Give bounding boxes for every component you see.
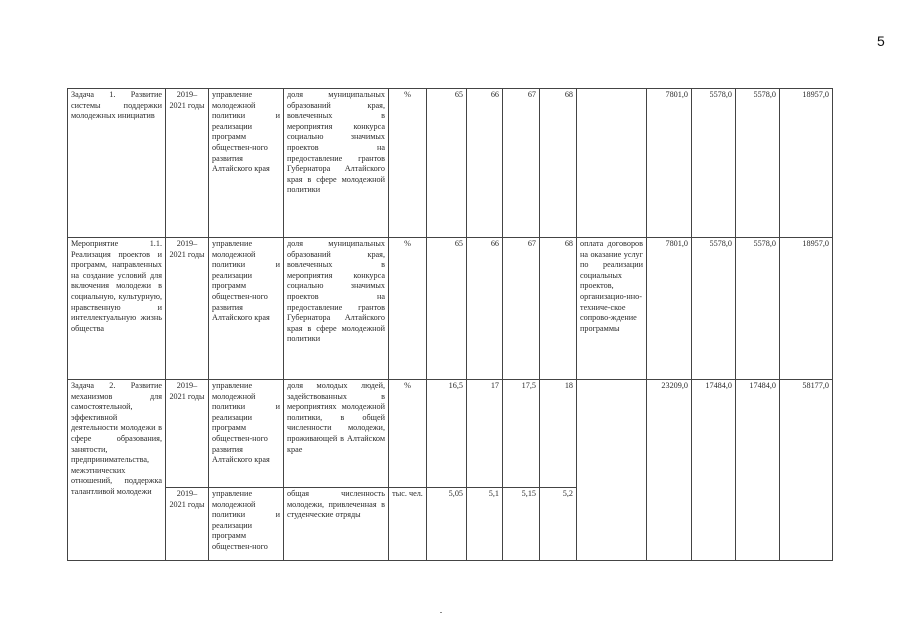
unit-cell: тыс. чел. (389, 488, 427, 561)
unit-cell: % (389, 89, 427, 238)
task-cell: Мероприятие 1.1. Реализация проектов и программ, направленных на создание условий для включения молодежи в социальную, культурную, нравственную и интеллектуальную жизнь общества (68, 238, 166, 380)
funding-cell: 5578,0 (736, 238, 780, 380)
value-cell: 5,2 (540, 488, 577, 561)
indicator-cell: доля муниципальных образований края, вовлеченных в мероприятия конкурса социально значимых проектов на предоставление грантов Губернатора Алтайского края в сфере молодежной политики (284, 238, 389, 380)
period-cell: 2019–2021 годы (166, 380, 209, 488)
value-cell: 65 (427, 89, 467, 238)
page-number: 5 (877, 33, 885, 49)
period-cell: 2019–2021 годы (166, 488, 209, 561)
value-cell: 66 (467, 238, 503, 380)
funding-cell: 5578,0 (692, 89, 736, 238)
value-cell: 18 (540, 380, 577, 488)
executor-cell: управление молодежной политики и реализации программ обществен-ного развития Алтайского края (209, 380, 284, 488)
event-cell (577, 380, 647, 561)
task-cell: Задача 1. Развитие системы поддержки молодежных инициатив (68, 89, 166, 238)
funding-cell: 7801,0 (647, 238, 692, 380)
value-cell: 5,1 (467, 488, 503, 561)
period-cell: 2019–2021 годы (166, 89, 209, 238)
indicator-cell: доля молодых людей, задействованных в мероприятиях молодежной политики, в общей численности молодежи, проживающей в Алтайском крае (284, 380, 389, 488)
funding-cell: 17484,0 (736, 380, 780, 561)
value-cell: 67 (503, 89, 540, 238)
value-cell: 17 (467, 380, 503, 488)
value-cell: 5,15 (503, 488, 540, 561)
period-cell: 2019–2021 годы (166, 238, 209, 380)
value-cell: 68 (540, 89, 577, 238)
funding-total-cell: 58177,0 (780, 380, 833, 561)
value-cell: 17,5 (503, 380, 540, 488)
indicator-cell: общая численность молодежи, привлеченная в студенческие отряды (284, 488, 389, 561)
executor-cell: управление молодежной политики и реализации программ обществен-ного развития Алтайского края (209, 238, 284, 380)
funding-total-cell: 18957,0 (780, 89, 833, 238)
table-row (68, 380, 833, 488)
unit-cell: % (389, 380, 427, 488)
funding-total-cell: 18957,0 (780, 238, 833, 380)
program-table (67, 88, 833, 561)
funding-cell: 7801,0 (647, 89, 692, 238)
task-cell: Задача 2. Развитие механизмов для самостоятельной, эффективной деятельности молодежи в сфере образования, занятости, предпринимательства, межэтнических отношений, поддержка талантливой молодежи (68, 380, 166, 561)
value-cell: 68 (540, 238, 577, 380)
indicator-cell: доля муниципальных образований края, вовлеченных в мероприятия конкурса социально значимых проектов на предоставление грантов Губернатора Алтайского края в сфере молодежной политики (284, 89, 389, 238)
executor-cell: управление молодежной политики и реализации программ обществен-ного (209, 488, 284, 561)
scan-artifact (440, 612, 442, 613)
value-cell: 65 (427, 238, 467, 380)
funding-cell: 5578,0 (692, 238, 736, 380)
value-cell: 66 (467, 89, 503, 238)
value-cell: 16,5 (427, 380, 467, 488)
value-cell: 67 (503, 238, 540, 380)
unit-cell: % (389, 238, 427, 380)
funding-cell: 17484,0 (692, 380, 736, 561)
event-cell (577, 89, 647, 238)
event-cell: оплата договоров на оказание услуг по реализации социальных проектов, организацио-нно-техниче-ское сопрово-ждение программы (577, 238, 647, 380)
table-row (68, 89, 833, 238)
value-cell: 5,05 (427, 488, 467, 561)
table-row (68, 238, 833, 380)
funding-cell: 5578,0 (736, 89, 780, 238)
executor-cell: управление молодежной политики и реализации программ обществен-ного развития Алтайского края (209, 89, 284, 238)
funding-cell: 23209,0 (647, 380, 692, 561)
